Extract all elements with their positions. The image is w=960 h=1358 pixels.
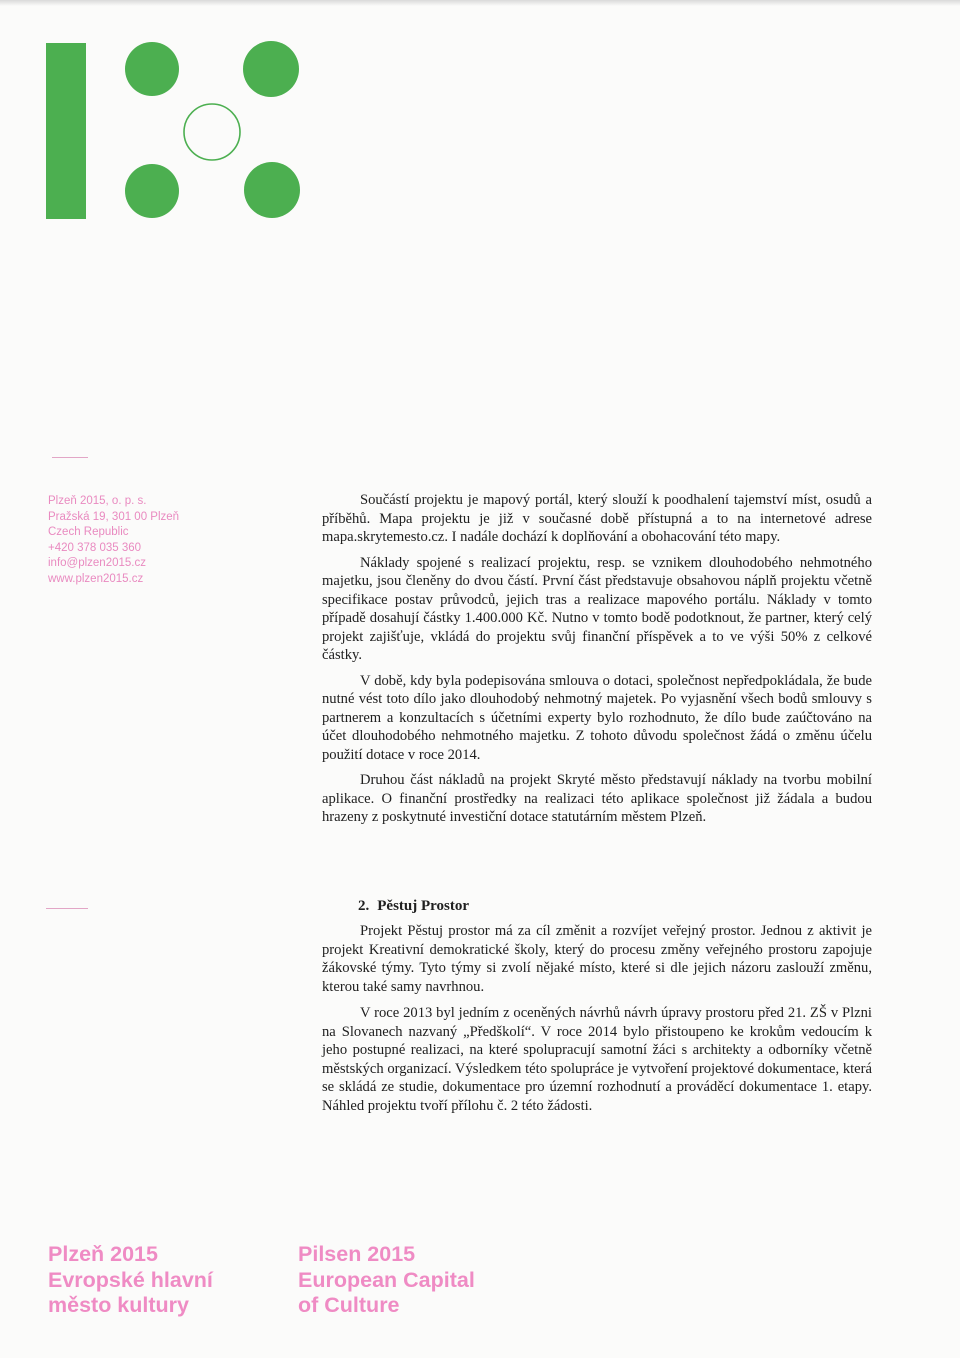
logo-dot-bottom-left (125, 164, 179, 218)
section-body (322, 922, 872, 1123)
sidebar-divider-bottom (46, 908, 88, 909)
section-heading (358, 898, 469, 915)
section-paragraph: Projekt Pěstuj prostor má za cíl změnit a rozvíjet veřejný prostor. Jednou z aktivit je projekt Kreativní demokratické školy, který do procesu změny veřejného prostoru zapojuje žákovské týmy. Tyto týmy si zvolí nějaké místo, které si dle jejich názoru zaslouží změnu, kterou také samy navrhnou. (322, 923, 872, 995)
section-paragraph: V roce 2013 byl jedním z oceněných návrhů návrh úpravy prostoru před 21. ZŠ v Plzni na Slovanech nazvaný „Předškolí“. V roce 2014 bylo přistoupeno ke krokům vedoucím k jeho postupné realizaci, na které spolupracují samotní žáci s architekty a odborníky včetně městských organizací. Výsledkem této spolupráce je vytvoření projektové dokumentace, která se skládá ze studie, dokumentace pro územní rozhodnutí a prováděcí dokumentace 1. etapy. Náhled projektu tvoří přílohu č. 2 této žádosti. (322, 1005, 872, 1114)
body-paragraph: V době, kdy byla podepisována smlouva o dotaci, společnost nepředpokládala, že bude nutné vést toto dílo jako dlouhodobý nehmotný majetek. Po vyjasnění všech bodů smlouvy s partnerem a konzultacích s účetními experty bylo rozhodnuto, že dílo bude zaúčtováno na účet dlouhodobého nehmotného majetku. Z tohoto důvodu společnost žádá o změnu účelu použití dotace v roce 2014. (322, 672, 872, 763)
footer-cz-line: Evropské hlavní (48, 1267, 213, 1292)
footer-cz-line: Plzeň 2015 (48, 1242, 158, 1266)
scan-top-edge (0, 0, 960, 6)
document-body (322, 491, 872, 834)
sender-phone: +420 378 035 360 (48, 541, 142, 554)
footer-en-line: European Capital (298, 1267, 475, 1292)
plzen-2015-logo (46, 40, 308, 220)
body-paragraph: Součástí projektu je mapový portál, který slouží k poodhalení tajemství míst, osudů a příběhů. Mapa projektu je již v současné době přístupná a to na internetové adrese mapa.skrytemesto.cz. I nadále dochází k doplňování a obohacování této mapy. (322, 492, 872, 545)
sender-name: Plzeň 2015, o. p. s. (48, 495, 147, 507)
footer-czech (48, 1242, 213, 1319)
section-title: Pěstuj Prostor (377, 898, 470, 914)
footer-en-line: Pilsen 2015 (298, 1242, 416, 1266)
footer-english (298, 1242, 475, 1319)
footer-en-line: of Culture (298, 1293, 400, 1317)
body-paragraph: Druhou část nákladů na projekt Skryté město představují náklady na tvorbu mobilní aplikace. O finanční prostředky na realizaci této aplikace společnost již žádala a budou hrazeny z poskytnuté investiční dotace statutárním městem Plzeň. (322, 772, 872, 825)
sender-street: Pražská 19, 301 00 Plzeň (48, 510, 180, 523)
sender-address (48, 494, 179, 587)
footer-cz-line: město kultury (48, 1293, 189, 1317)
sender-website: www.plzen2015.cz (48, 572, 144, 585)
sender-country: Czech Republic (48, 526, 129, 538)
logo-dot-top-left (125, 42, 179, 96)
body-paragraph: Náklady spojené s realizací projektu, resp. se vznikem dlouhodobého nehmotného majetku, jsou členěny do dvou částí. První část představuje obsahovou náplň projektu včetně specifikace postav průvodců, jejich tras a realizace mapového portálu. Náklady v tomto případě dosahují částky 1.400.000 Kč. Nutno v tomto bodě podotknout, že partner, který celý projekt zajišťuje, vkládá do projektu svůj finanční příspěvek a to ve výši 50% z celkové částky. (322, 554, 872, 663)
logo-dot-top-right (243, 41, 299, 97)
sidebar-divider-top (52, 457, 88, 458)
logo-ring-center (184, 104, 240, 160)
logo-bar (46, 43, 86, 219)
sender-email: info@plzen2015.cz (48, 557, 146, 569)
logo-dot-bottom-right (244, 162, 300, 218)
section-number: 2. (358, 898, 370, 914)
